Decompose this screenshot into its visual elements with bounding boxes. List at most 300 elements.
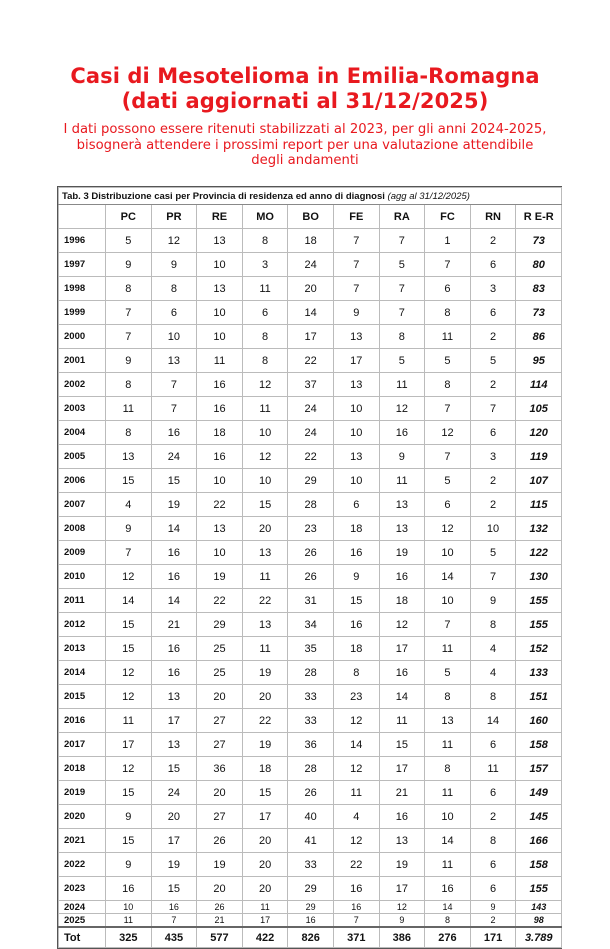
value-cell: 15 — [379, 733, 425, 757]
value-cell: 21 — [151, 613, 197, 637]
value-cell: 11 — [379, 709, 425, 733]
value-cell: 11 — [197, 349, 243, 373]
cases-table-container — [57, 186, 562, 949]
value-cell: 5 — [425, 469, 471, 493]
table-row — [59, 757, 562, 781]
value-cell: 11 — [470, 757, 516, 781]
column-header-year — [59, 205, 106, 229]
value-cell: 8 — [242, 349, 288, 373]
value-cell: 24 — [288, 253, 334, 277]
year-cell: 2006 — [59, 469, 106, 493]
table-row — [59, 253, 562, 277]
region-total-cell: 73 — [516, 229, 562, 253]
value-cell: 22 — [197, 493, 243, 517]
subtitle-line-2: bisognerà attendere i prossimi report per una valutazione attendibile — [76, 137, 534, 153]
value-cell: 6 — [151, 301, 197, 325]
value-cell: 20 — [197, 877, 243, 901]
value-cell: 9 — [106, 349, 152, 373]
year-cell: 2015 — [59, 685, 106, 709]
value-cell: 8 — [425, 757, 471, 781]
value-cell: 17 — [379, 757, 425, 781]
region-total-cell: 83 — [516, 277, 562, 301]
table-row — [59, 914, 562, 928]
value-cell: 17 — [242, 805, 288, 829]
value-cell: 15 — [333, 589, 379, 613]
year-cell: 2013 — [59, 637, 106, 661]
value-cell: 16 — [425, 877, 471, 901]
year-cell: 2004 — [59, 421, 106, 445]
value-cell: 10 — [425, 589, 471, 613]
value-cell: 8 — [106, 421, 152, 445]
subtitle-line-1: I dati possono essere ritenuti stabilizzati al 2023, per gli anni 2024-2025, — [63, 122, 547, 137]
value-cell: 23 — [333, 685, 379, 709]
value-cell: 28 — [288, 757, 334, 781]
value-cell: 13 — [197, 517, 243, 541]
value-cell: 5 — [470, 349, 516, 373]
value-cell: 10 — [425, 805, 471, 829]
value-cell: 9 — [106, 253, 152, 277]
value-cell: 18 — [197, 421, 243, 445]
region-total-cell: 166 — [516, 829, 562, 853]
value-cell: 10 — [425, 541, 471, 565]
region-total-cell: 95 — [516, 349, 562, 373]
value-cell: 4 — [106, 493, 152, 517]
value-cell: 14 — [425, 565, 471, 589]
value-cell: 17 — [106, 733, 152, 757]
value-cell: 11 — [425, 733, 471, 757]
value-cell: 7 — [379, 229, 425, 253]
value-cell: 6 — [470, 301, 516, 325]
table-row — [59, 805, 562, 829]
table-row — [59, 373, 562, 397]
value-cell: 13 — [106, 445, 152, 469]
year-cell: 1996 — [59, 229, 106, 253]
value-cell: 6 — [470, 877, 516, 901]
column-header-pr: PR — [151, 205, 197, 229]
year-cell: 2016 — [59, 709, 106, 733]
value-cell: 13 — [425, 709, 471, 733]
value-cell: 8 — [333, 661, 379, 685]
value-cell: 14 — [470, 709, 516, 733]
table-row — [59, 421, 562, 445]
value-cell: 24 — [288, 421, 334, 445]
value-cell: 40 — [288, 805, 334, 829]
value-cell: 4 — [333, 805, 379, 829]
region-total-cell: 149 — [516, 781, 562, 805]
value-cell: 36 — [197, 757, 243, 781]
value-cell: 8 — [242, 229, 288, 253]
region-total-cell: 155 — [516, 589, 562, 613]
value-cell: 3 — [470, 445, 516, 469]
value-cell: 7 — [470, 565, 516, 589]
value-cell: 11 — [242, 565, 288, 589]
table-caption — [59, 188, 562, 205]
value-cell: 8 — [470, 613, 516, 637]
table-row — [59, 397, 562, 421]
table-row — [59, 829, 562, 853]
value-cell: 29 — [288, 877, 334, 901]
value-cell: 4 — [470, 637, 516, 661]
value-cell: 20 — [242, 517, 288, 541]
value-cell: 3 — [242, 253, 288, 277]
value-cell: 14 — [151, 589, 197, 613]
year-cell: 2024 — [59, 901, 106, 914]
value-cell: 15 — [242, 493, 288, 517]
value-cell: 9 — [379, 445, 425, 469]
value-cell: 10 — [197, 469, 243, 493]
value-cell: 19 — [242, 661, 288, 685]
value-cell: 11 — [242, 901, 288, 914]
value-cell: 5 — [470, 541, 516, 565]
value-cell: 13 — [379, 493, 425, 517]
value-cell: 20 — [242, 685, 288, 709]
value-cell: 11 — [242, 637, 288, 661]
value-cell: 28 — [288, 661, 334, 685]
value-cell: 15 — [106, 637, 152, 661]
value-cell: 33 — [288, 709, 334, 733]
value-cell: 13 — [333, 445, 379, 469]
region-total-cell: 158 — [516, 853, 562, 877]
region-total-cell: 120 — [516, 421, 562, 445]
value-cell: 11 — [106, 397, 152, 421]
value-cell: 20 — [288, 277, 334, 301]
value-cell: 13 — [151, 685, 197, 709]
value-cell: 8 — [470, 829, 516, 853]
table-row — [59, 901, 562, 914]
value-cell: 14 — [425, 901, 471, 914]
value-cell: 13 — [151, 733, 197, 757]
value-cell: 6 — [242, 301, 288, 325]
value-cell: 36 — [288, 733, 334, 757]
value-cell: 22 — [242, 589, 288, 613]
table-row — [59, 685, 562, 709]
table-row — [59, 229, 562, 253]
value-cell: 13 — [333, 325, 379, 349]
value-cell: 8 — [470, 685, 516, 709]
value-cell: 11 — [242, 277, 288, 301]
value-cell: 17 — [242, 914, 288, 928]
value-cell: 16 — [197, 445, 243, 469]
value-cell: 26 — [288, 781, 334, 805]
value-cell: 20 — [242, 877, 288, 901]
value-cell: 1 — [425, 229, 471, 253]
region-total-cell: 105 — [516, 397, 562, 421]
year-cell: 1997 — [59, 253, 106, 277]
region-total-cell: 132 — [516, 517, 562, 541]
value-cell: 14 — [288, 301, 334, 325]
value-cell: 13 — [379, 829, 425, 853]
value-cell: 16 — [333, 541, 379, 565]
value-cell: 8 — [151, 277, 197, 301]
value-cell: 10 — [197, 301, 243, 325]
value-cell: 10 — [106, 901, 152, 914]
value-cell: 16 — [151, 637, 197, 661]
value-cell: 24 — [288, 397, 334, 421]
year-cell: 2020 — [59, 805, 106, 829]
value-cell: 12 — [379, 901, 425, 914]
totals-label: Tot — [59, 927, 106, 948]
value-cell: 22 — [288, 349, 334, 373]
value-cell: 13 — [379, 517, 425, 541]
value-cell: 16 — [379, 421, 425, 445]
region-total-cell: 114 — [516, 373, 562, 397]
value-cell: 6 — [470, 421, 516, 445]
value-cell: 9 — [333, 565, 379, 589]
value-cell: 11 — [425, 781, 471, 805]
value-cell: 20 — [151, 805, 197, 829]
value-cell: 16 — [197, 373, 243, 397]
region-total-cell: 155 — [516, 877, 562, 901]
value-cell: 2 — [470, 229, 516, 253]
column-header-bo: BO — [288, 205, 334, 229]
value-cell: 5 — [379, 349, 425, 373]
value-cell: 7 — [333, 914, 379, 928]
column-header-mo: MO — [242, 205, 288, 229]
value-cell: 9 — [470, 589, 516, 613]
value-cell: 24 — [151, 445, 197, 469]
value-cell: 7 — [106, 301, 152, 325]
value-cell: 26 — [288, 565, 334, 589]
value-cell: 24 — [151, 781, 197, 805]
value-cell: 15 — [106, 469, 152, 493]
value-cell: 16 — [333, 877, 379, 901]
table-row — [59, 877, 562, 901]
value-cell: 17 — [379, 637, 425, 661]
value-cell: 17 — [288, 325, 334, 349]
value-cell: 13 — [197, 229, 243, 253]
table-row — [59, 301, 562, 325]
value-cell: 10 — [197, 541, 243, 565]
value-cell: 20 — [242, 853, 288, 877]
value-cell: 16 — [379, 661, 425, 685]
table-row — [59, 277, 562, 301]
value-cell: 7 — [106, 541, 152, 565]
province-total-cell: 171 — [470, 927, 516, 948]
value-cell: 15 — [151, 877, 197, 901]
value-cell: 14 — [106, 589, 152, 613]
value-cell: 22 — [242, 709, 288, 733]
table-row — [59, 541, 562, 565]
value-cell: 2 — [470, 493, 516, 517]
value-cell: 7 — [151, 914, 197, 928]
value-cell: 8 — [106, 277, 152, 301]
region-total-cell: 151 — [516, 685, 562, 709]
caption-note: (agg al 31/12/2025) — [387, 190, 470, 202]
year-cell: 2011 — [59, 589, 106, 613]
value-cell: 14 — [333, 733, 379, 757]
value-cell: 26 — [288, 541, 334, 565]
region-total-cell: 86 — [516, 325, 562, 349]
region-total-cell: 155 — [516, 613, 562, 637]
value-cell: 5 — [425, 661, 471, 685]
value-cell: 13 — [197, 277, 243, 301]
value-cell: 16 — [197, 397, 243, 421]
value-cell: 13 — [242, 541, 288, 565]
value-cell: 18 — [242, 757, 288, 781]
value-cell: 11 — [425, 637, 471, 661]
table-row — [59, 661, 562, 685]
value-cell: 12 — [242, 445, 288, 469]
value-cell: 35 — [288, 637, 334, 661]
column-header-r-e-r: R E-R — [516, 205, 562, 229]
value-cell: 11 — [333, 781, 379, 805]
value-cell: 23 — [288, 517, 334, 541]
value-cell: 10 — [333, 397, 379, 421]
value-cell: 2 — [470, 805, 516, 829]
caption-text: Tab. 3 Distribuzione casi per Provincia di residenza ed anno di diagnosi — [62, 190, 385, 202]
report-title — [0, 64, 610, 114]
year-cell: 2018 — [59, 757, 106, 781]
year-cell: 2008 — [59, 517, 106, 541]
table-row — [59, 637, 562, 661]
region-total-cell: 152 — [516, 637, 562, 661]
value-cell: 33 — [288, 853, 334, 877]
region-total-cell: 122 — [516, 541, 562, 565]
value-cell: 6 — [425, 277, 471, 301]
value-cell: 11 — [425, 853, 471, 877]
value-cell: 6 — [470, 733, 516, 757]
value-cell: 11 — [379, 373, 425, 397]
value-cell: 22 — [333, 853, 379, 877]
province-total-cell: 371 — [333, 927, 379, 948]
value-cell: 12 — [151, 229, 197, 253]
value-cell: 6 — [470, 853, 516, 877]
value-cell: 8 — [106, 373, 152, 397]
value-cell: 9 — [470, 901, 516, 914]
value-cell: 13 — [333, 373, 379, 397]
value-cell: 9 — [333, 301, 379, 325]
region-total-cell: 115 — [516, 493, 562, 517]
year-cell: 2003 — [59, 397, 106, 421]
table-row — [59, 517, 562, 541]
value-cell: 12 — [425, 517, 471, 541]
value-cell: 7 — [151, 397, 197, 421]
value-cell: 16 — [333, 901, 379, 914]
value-cell: 10 — [333, 469, 379, 493]
value-cell: 9 — [106, 805, 152, 829]
region-total-cell: 143 — [516, 901, 562, 914]
province-total-cell: 826 — [288, 927, 334, 948]
value-cell: 10 — [197, 253, 243, 277]
value-cell: 18 — [333, 517, 379, 541]
value-cell: 9 — [379, 914, 425, 928]
value-cell: 16 — [151, 901, 197, 914]
table-row — [59, 325, 562, 349]
table-row — [59, 589, 562, 613]
column-header-fc: FC — [425, 205, 471, 229]
value-cell: 9 — [106, 517, 152, 541]
value-cell: 7 — [379, 277, 425, 301]
column-header-ra: RA — [379, 205, 425, 229]
value-cell: 15 — [151, 469, 197, 493]
value-cell: 12 — [106, 757, 152, 781]
value-cell: 16 — [151, 661, 197, 685]
value-cell: 12 — [379, 397, 425, 421]
value-cell: 2 — [470, 469, 516, 493]
cases-table — [58, 187, 562, 948]
year-cell: 2014 — [59, 661, 106, 685]
value-cell: 29 — [197, 613, 243, 637]
year-cell: 2000 — [59, 325, 106, 349]
value-cell: 26 — [197, 829, 243, 853]
region-total-cell: 145 — [516, 805, 562, 829]
value-cell: 8 — [242, 325, 288, 349]
value-cell: 10 — [242, 469, 288, 493]
value-cell: 2 — [470, 914, 516, 928]
value-cell: 4 — [470, 661, 516, 685]
year-cell: 2019 — [59, 781, 106, 805]
region-total-cell: 160 — [516, 709, 562, 733]
value-cell: 14 — [379, 685, 425, 709]
value-cell: 19 — [242, 733, 288, 757]
value-cell: 27 — [197, 709, 243, 733]
year-cell: 1999 — [59, 301, 106, 325]
value-cell: 14 — [425, 829, 471, 853]
value-cell: 8 — [425, 685, 471, 709]
value-cell: 28 — [288, 493, 334, 517]
totals-row — [59, 927, 562, 948]
value-cell: 7 — [333, 277, 379, 301]
value-cell: 5 — [425, 349, 471, 373]
value-cell: 29 — [288, 901, 334, 914]
value-cell: 7 — [333, 253, 379, 277]
value-cell: 7 — [470, 397, 516, 421]
table-body — [59, 229, 562, 948]
value-cell: 19 — [151, 493, 197, 517]
year-cell: 2022 — [59, 853, 106, 877]
province-total-cell: 276 — [425, 927, 471, 948]
value-cell: 21 — [379, 781, 425, 805]
grand-total-cell: 3.789 — [516, 927, 562, 948]
value-cell: 7 — [106, 325, 152, 349]
table-row — [59, 613, 562, 637]
value-cell: 17 — [379, 877, 425, 901]
value-cell: 29 — [288, 469, 334, 493]
value-cell: 12 — [379, 613, 425, 637]
column-header-re: RE — [197, 205, 243, 229]
value-cell: 10 — [470, 517, 516, 541]
value-cell: 20 — [197, 781, 243, 805]
value-cell: 10 — [242, 421, 288, 445]
table-row — [59, 781, 562, 805]
report-subtitle — [0, 122, 610, 169]
region-total-cell: 158 — [516, 733, 562, 757]
region-total-cell: 119 — [516, 445, 562, 469]
title-line-1: Casi di Mesotelioma in Emilia-Romagna — [70, 64, 540, 88]
value-cell: 12 — [425, 421, 471, 445]
value-cell: 37 — [288, 373, 334, 397]
table-row — [59, 733, 562, 757]
value-cell: 11 — [379, 469, 425, 493]
value-cell: 20 — [197, 685, 243, 709]
value-cell: 11 — [242, 397, 288, 421]
year-cell: 1998 — [59, 277, 106, 301]
year-cell: 2002 — [59, 373, 106, 397]
region-total-cell: 73 — [516, 301, 562, 325]
value-cell: 26 — [197, 901, 243, 914]
year-cell: 2010 — [59, 565, 106, 589]
value-cell: 11 — [106, 914, 152, 928]
value-cell: 19 — [197, 565, 243, 589]
value-cell: 25 — [197, 637, 243, 661]
value-cell: 7 — [425, 613, 471, 637]
year-cell: 2021 — [59, 829, 106, 853]
table-row — [59, 853, 562, 877]
table-row — [59, 469, 562, 493]
subtitle-line-3: degli andamenti — [251, 153, 359, 168]
value-cell: 7 — [425, 253, 471, 277]
value-cell: 31 — [288, 589, 334, 613]
